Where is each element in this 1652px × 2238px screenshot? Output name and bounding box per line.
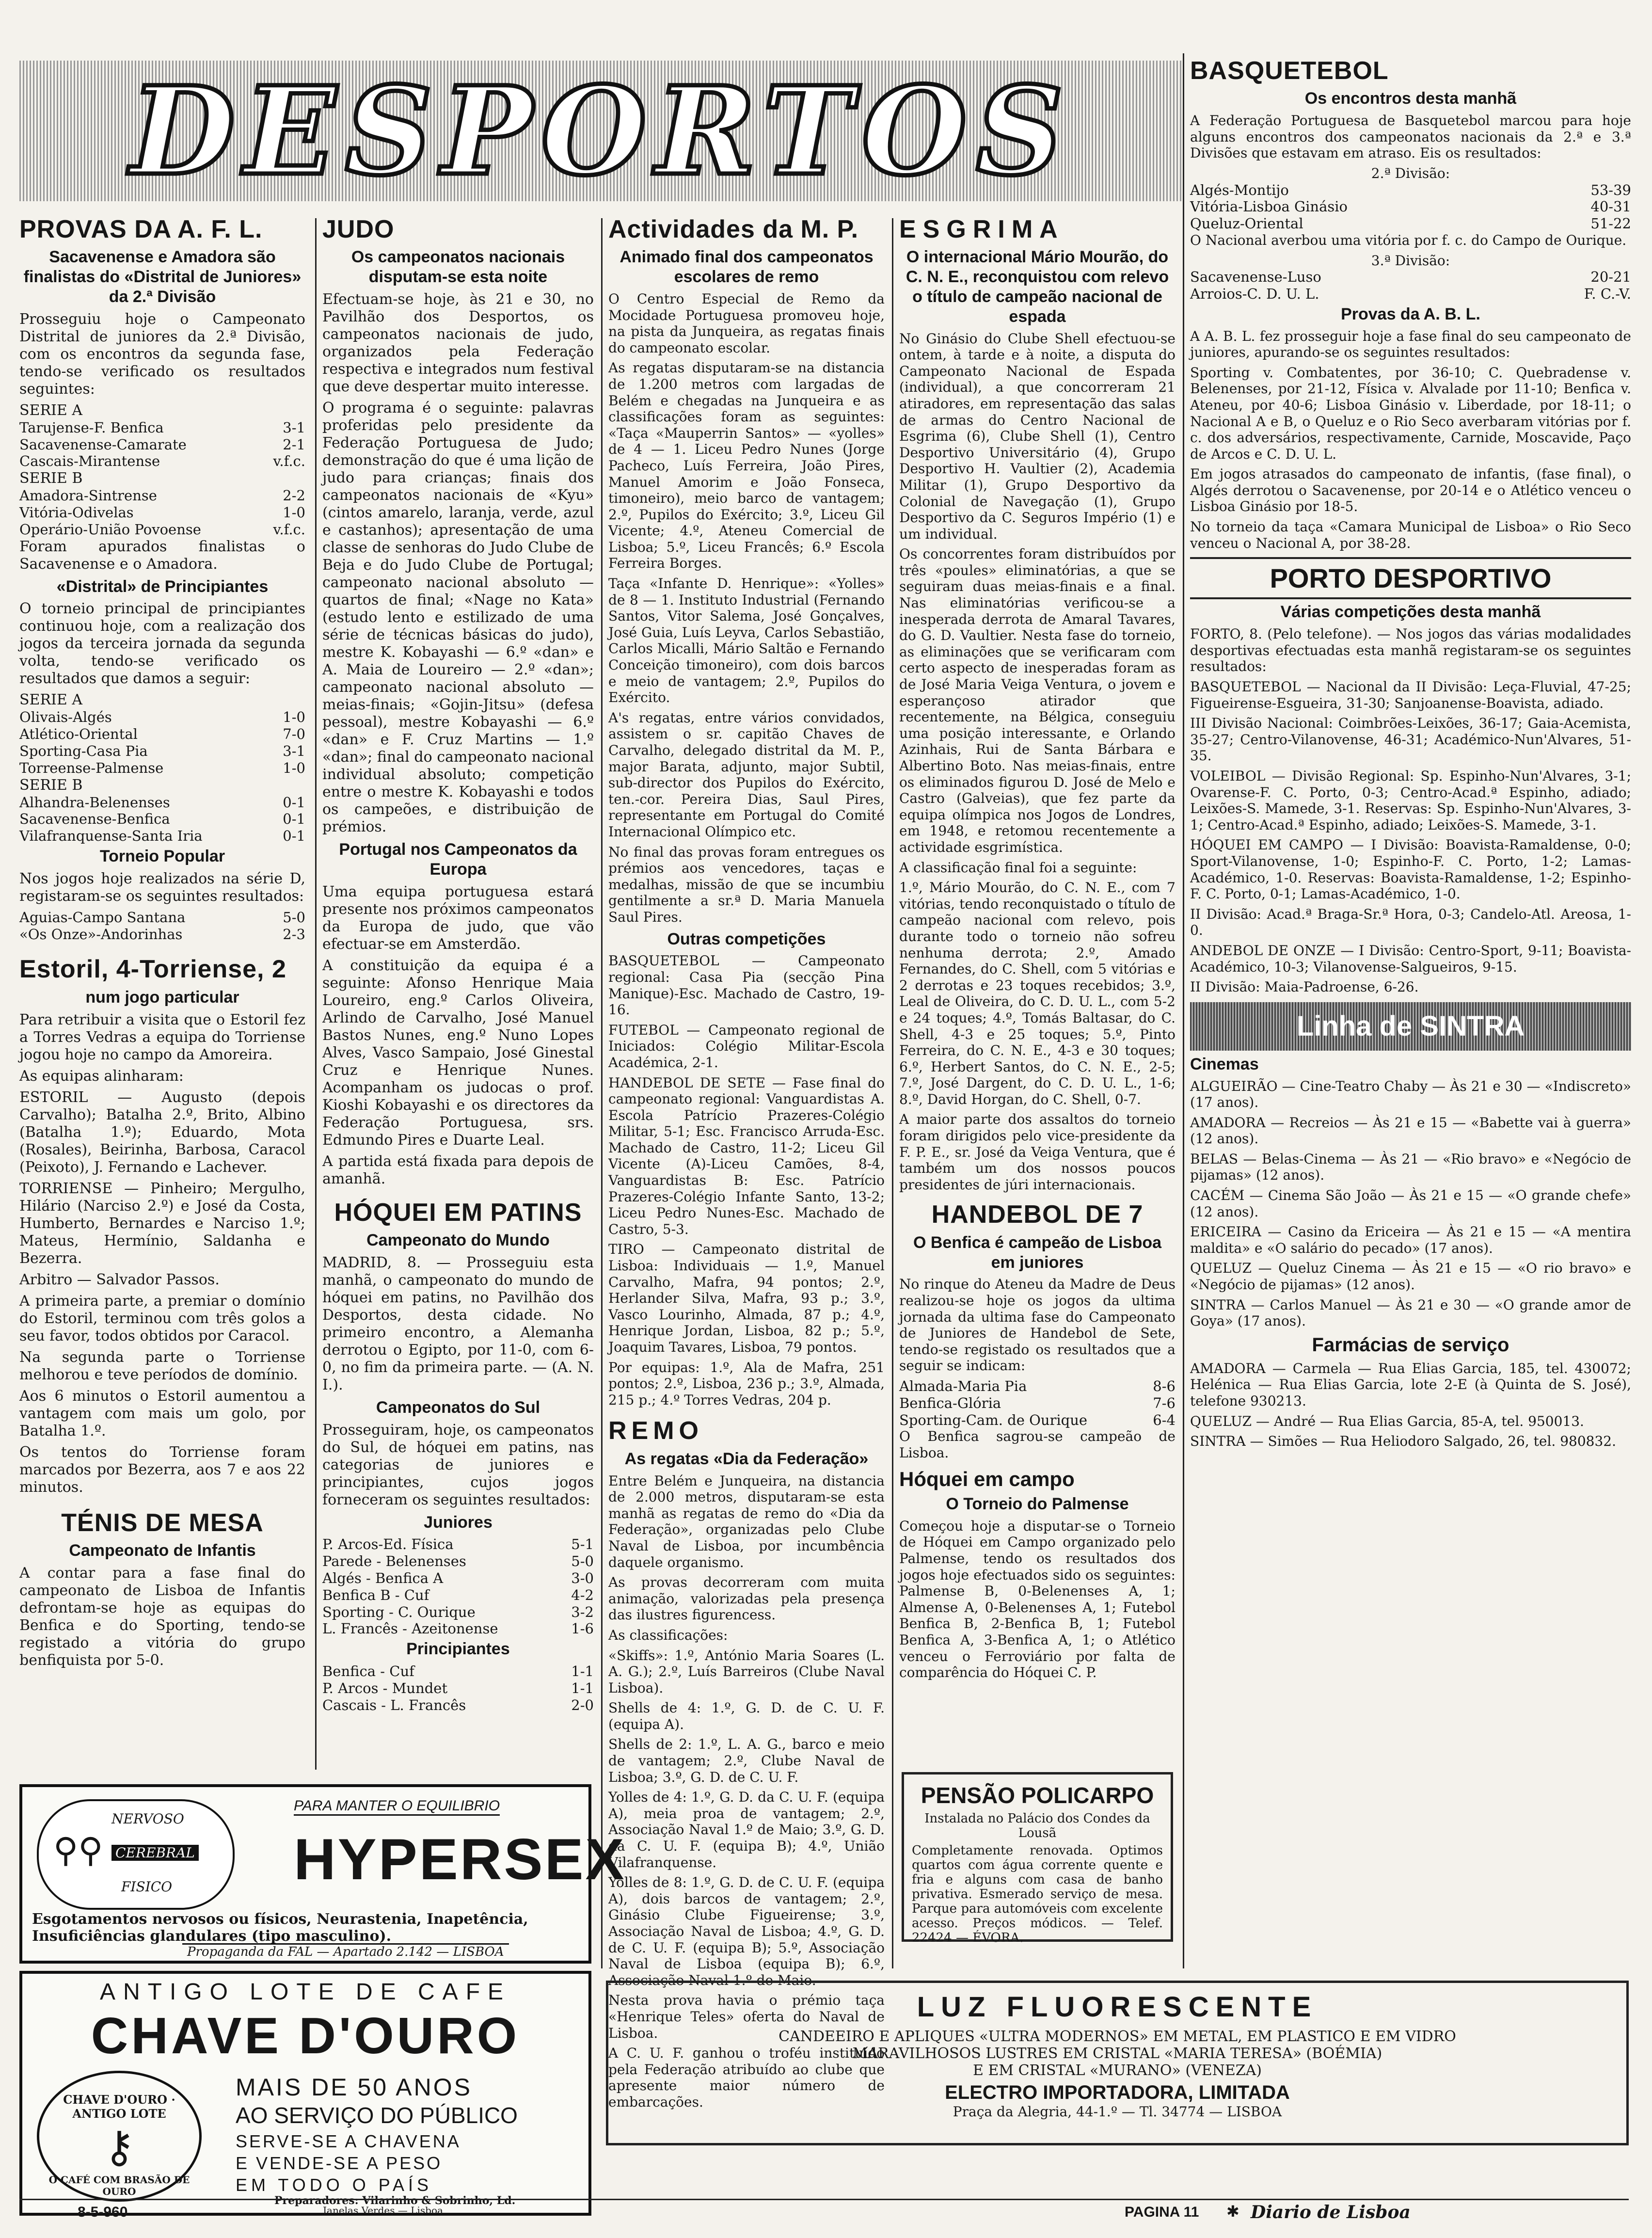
juniores-title: Juniores (424, 1513, 492, 1532)
result-row: Operário-União Povoense v.f.c. (19, 521, 305, 538)
estoril-paragraph: ESTORIL — Augusto (depois Carvalho); Batalha 2.º, Brito, Albino (Batalha 1.º); Eduardo, Mota (Rosales), Beirinha, Barbosa, Caracol (Peixoto), J. Fernando e Lachever. (19, 1088, 305, 1176)
remo-paragraph: Yolles de 4: 1.º, G. D. da C. U. F. (equipa A), meia proa de vantagem; 2.º, Associação Naval 1.º de Maio; 3.º, G. D. da C. U. F. (equipa B); 4.º, União Vilafranquense. (608, 1789, 885, 1870)
result-row: Sporting-Cam. de Ourique 6-4 (899, 1411, 1175, 1428)
result-row: P. Arcos-Ed. Física 5-1 (322, 1536, 594, 1553)
porto-paragraph: FORTO, 8. (Pelo telefone). — Nos jogos das várias modalidades desportivas efectuadas esta manhã registaram-se os seguintes resultados: (1190, 626, 1631, 675)
outras-item: TIRO — Campeonato distrital de Lisboa: Individuais — 1.º, Manuel Carvalho, Mafra, 94 pontos; 2.º, Herlander Silva, Mafra, 93 p.; 3.º, Vasco Lourinho, Almada, 87 p.; 4.º, Henrique Jordan, Lisboa, 82 p.; 5.º, Joaquim Tavares, Lisboa, 79 pontos. (608, 1241, 885, 1355)
result-row: P. Arcos - Mundet 1-1 (322, 1679, 594, 1696)
hoquei-patins-title: HÓQUEI EM PATINS (334, 1198, 582, 1227)
footer-paper: Diario de Lisboa (1251, 2202, 1411, 2222)
chave-line2: AO SERVIÇO DO PÚBLICO (236, 2103, 518, 2128)
chave-top: ANTIGO LOTE DE CAFE (99, 1979, 511, 2005)
farmacia-item: QUELUZ — André — Rua Elias Garcia, 85-A, tel. 950013. (1190, 1413, 1584, 1429)
porto-paragraph: II Divisão: Acad.ª Braga-Sr.ª Hora, 0-3; Candelo-Atl. Areosa, 1-0. (1190, 906, 1631, 939)
basquetebol-title: BASQUETEBOL (1190, 57, 1389, 85)
cinema-item: QUELUZ — Queluz Cinema — Às 21 e 15 — «O rio bravo» e «Negócio de pijamas» (12 anos). (1190, 1260, 1631, 1293)
principiantes-serie-a: SERIE A (19, 691, 82, 709)
porto-paragraph: III Divisão Nacional: Coimbrões-Leixões, 36-17; Gaia-Acemista, 35-27; Centro-Vilanovense, 46-31; Académico-Nun'Alvares, 51-35. (1190, 715, 1631, 764)
chave-brand: CHAVE D'OURO (91, 2007, 520, 2064)
esgrima-paragraph: No Ginásio do Clube Shell efectuou-se ontem, à tarde e à noite, a disputa do Campeonato Nacional de Espada (individual), a que concorreram 21 atiradores, em representação das salas de armas do Centro Nacional de Esgrima (6), Clube Shell (1), Centro Desportivo Universitário (4), Grupo Desportivo H. Vaultier (2), Academia Militar (1), Grupo Desportivo da Colonial de Navegação (1), Grupo Desportivo da C. Seguros Império (1) e um individual. (899, 330, 1175, 542)
result-row: Olivais-Algés 1-0 (19, 709, 305, 726)
remo-paragraph: Shells de 4: 1.º, G. D. de C. U. F. (equipa A). (608, 1700, 885, 1732)
judo-subtitle: Os campeonatos nacionais disputam-se esta noite (351, 248, 565, 287)
estoril-paragraph: Na segunda parte o Torriense melhorou e teve períodos de domínio. (19, 1348, 305, 1383)
result-row: «Os Onze»-Andorinhas 2-3 (19, 926, 305, 943)
pensao-ad (902, 1772, 1173, 1945)
handebol-title: HANDEBOL DE 7 (931, 1200, 1144, 1229)
outras-item: HANDEBOL DE SETE — Fase final do campeonato regional: Vanguardistas A. Escola Patrício Prazeres-Colégio Militar, 5-1; Esc. Francisco Arruda-Esc. Machado de Castro, 11-2; Liceu Gil Vicente (A)-Liceu Camões, 8-4, Vanguardistas B: Esc. Patrício Prazeres-Colégio Infante Santo, 13-2; Liceu Pedro Nunes-Esc. Machado de Castro, 5-3. (608, 1074, 885, 1237)
handebol-body: No rinque do Ateneu da Madre de Deus realizou-se hoje os jogos da ultima jornada da ultima fase do Campeonato de Juniores de Handebol de Sete, tendo-se registado os resultados que a seguir se indicam: (899, 1276, 1175, 1374)
chave-prep2: Janelas Verdes — Lisboa (323, 2205, 443, 2216)
estoril-paragraph: Para retribuir a visita que o Estoril fez a Torres Vedras a equipa do Torriense jogou hoje no campo da Amoreira. (19, 1011, 305, 1063)
result-row: Queluz-Oriental 51-22 (1190, 215, 1631, 232)
remo-paragraph: «Skiffs»: 1.º, António Maria Soares (L. A. G.); 2.º, Luís Barreiros (Clube Naval Lisboa). (608, 1647, 885, 1696)
column-4 (899, 208, 1175, 1685)
mp-paragraph: O Centro Especial de Remo da Mocidade Portuguesa promoveu hoje, na pista da Junqueira, as regatas finais do campeonato escolar. (608, 290, 885, 356)
porto-paragraph: ANDEBOL DE ONZE — I Divisão: Centro-Sport, 9-11; Boavista-Académico, 10-3; Vilanovense-Salgueiros, 9-15. (1190, 942, 1631, 975)
afl-results-a (19, 419, 305, 470)
pensao-title: PENSÃO POLICARPO (921, 1783, 1154, 1808)
div3-title: 3.ª Divisão: (1371, 252, 1450, 269)
result-row: Sporting - C. Ourique 3-2 (322, 1603, 594, 1620)
judo-paragraph: Efectuam-se hoje, às 21 e 30, no Pavilhão dos Desportos, os campeonatos nacionais de judo, organizados pela Federação respectiva e integrados num festival que deve despertar muito interesse. (322, 290, 594, 395)
remo-paragraph: A C. U. F. ganhou o troféu instituído pela Federação atribuído ao clube que apresente maior número de embarcações. (608, 2045, 885, 2110)
hoquei-campo-subtitle: O Torneio do Palmense (946, 1494, 1129, 1513)
remo-subtitle: As regatas «Dia da Federação» (624, 1449, 869, 1468)
esgrima-paragraph: Os concorrentes foram distribuídos por três «poules» eliminatórias, a que se seguiram duas meias-finais e a final. Nas eliminatórias verificou-se a inesperada derrota de Amaral Tavares, do G. D. Vaultier. Nesta fase do torneio, as eliminações que se verificaram com certo aspecto de inesperadas foram as de José Maria Veiga Ventura, o jovem e esperançoso atirador que recentemente, na Bélgica, conseguiu uma posição interessante, e Orlando Azinhais, Rui de Santa Bárbara e Albertino Boto. Nas meias-finais, entre os eliminados figurou D. José de Melo e Castro (Galveias), que fez parte da equipa olímpica nos Jogos de Londres, em 1948, e retomou recentemente a actividade esgrimística. (899, 546, 1175, 855)
sintra-banner: Linha de SINTRA (1190, 1002, 1631, 1051)
tenis-subtitle: Campeonato de Infantis (69, 1541, 256, 1560)
sul-title: Campeonatos do Sul (376, 1398, 540, 1417)
column-rule (892, 218, 893, 1968)
handebol-closing: O Benfica sagrou-se campeão de Lisboa. (899, 1428, 1175, 1461)
estoril-paragraph: TORRIENSE — Pinheiro; Mergulho, Hilário (Narciso 2.º) e José da Costa, Humberto, Bernardes e Narciso 1.º; Mateus, Hermínio, Saldanha e Bezerra. (19, 1180, 305, 1267)
estoril-subtitle: num jogo particular (85, 988, 239, 1007)
div2-title: 2.ª Divisão: (1371, 165, 1450, 181)
luz-address: Praça da Alegria, 44-1.º — Tl. 34774 — LISBOA (953, 2104, 1282, 2120)
luz-fluorescente-ad (606, 1981, 1629, 2145)
remo-paragraph: As classificações: (608, 1627, 728, 1643)
result-row: Benfica B - Cuf 4-2 (322, 1586, 594, 1603)
esgrima-paragraph: A maior parte dos assaltos do torneio foram dirigidos pelo vice-presidente da F. P. E., sr. José da Veiga Ventura, que é também um dos nossos poucos presidentes de júri internacionais. (899, 1111, 1175, 1193)
remo-title: REMO (608, 1417, 703, 1445)
porto-title: PORTO DESPORTIVO (1190, 557, 1631, 599)
luz-line2: MARAVILHOSOS LUSTRES EM CRISTAL «MARIA TERESA» (BOÉMIA) (852, 2045, 1382, 2062)
mp-paragraph: A's regatas, entre vários convidados, assistem o sr. capitão Chaves de Carvalho, delegado distrital da M. P., major Barata, adjunto, major Subtil, sub-director dos Pupilos do Exército, ten.-cor. Pereira Dias, Saul Pires, representante em Portugal do Comité Internacional Olímpico etc. (608, 709, 885, 840)
result-row: Sacavenense-Luso 20-21 (1190, 269, 1631, 286)
abl-title: Provas da A. B. L. (1341, 304, 1480, 323)
afl-body: Prosseguiu hoje o Campeonato Distrital de juniores da 2.ª Divisão, com os encontros da segunda fase, tendo-se verificado os resultados seguintes: (19, 310, 305, 398)
judo-title: JUDO (322, 215, 395, 243)
pensao-subtitle: Instalada no Palácio dos Condes da Lousã (924, 1811, 1150, 1840)
hypersex-label: CEREBRAL (111, 1845, 199, 1861)
porto-subtitle: Várias competições desta manhã (1280, 603, 1541, 622)
europa-paragraph: A constituição da equipa é a seguinte: Afonso Henrique Maia Loureiro, eng.º Carlos Oliveira, Arlindo de Carvalho, José Manuel Bastos Nunes, eng.º Nuno Lopes Alves, Vasco Sampaio, José Ginestal Cruz e Henrique Nunes. Acompanham os judocas o prof. Kioshi Kobayashi e os directores da Federação Portuguesa, srs. Edmundo Pires e Duarte Leal. (322, 957, 594, 1149)
esgrima-paragraph: 1.º, Mário Mourão, do C. N. E., com 7 vitórias, tendo reconquistado o título de campeão nacional com relevo, pois durante todo o torneio não sofreu nenhuma derrota; 2.º, Amado Fernandes, do C. Shell, com 5 vitórias e 2 derrotas e 23 toques recebidos; 3.º, Leal de Oliveira, do C. D. U. L., com 5-2 e 24 toques; 4.º, Tomás Baltasar, do C. Shell, 4-3 e 25 toques; 5.º, Pinto Ferreira, do C. N. E., 4-3 e 30 toques; 6.º, Herbert Santos, do C. N. E., 2-5; 7.º, José Dargent, do C. D. U. L., 1-6; 8.º, David Horgan, do C. Shell, 0-7. (899, 879, 1175, 1107)
result-row: Algés-Montijo 53-39 (1190, 181, 1631, 198)
esgrima-subtitle: O internacional Mário Mourão, do C. N. E., reconquistou com relevo o título de campeão nacional de espada (905, 248, 1169, 326)
cinema-item: BELAS — Belas-Cinema — Às 21 — «Rio bravo» e «Negócio de pijamas» (12 anos). (1190, 1151, 1631, 1183)
europa-title: Portugal nos Campeonatos da Europa (339, 840, 577, 879)
estoril-paragraph: Os tentos do Torriense foram marcados por Bezerra, aos 7 e aos 22 minutos. (19, 1443, 305, 1496)
tenis-title: TÉNIS DE MESA (61, 1508, 264, 1537)
luz-line3: E EM CRISTAL «MURANO» (VENEZA) (972, 2062, 1262, 2079)
principiantes-patins-title: Principiantes (406, 1640, 510, 1659)
chave-line3: SERVE-SE A CHAVENA (236, 2131, 461, 2151)
figures-icon: ⚲⚲ (53, 1830, 103, 1870)
cinema-item: CACÉM — Cinema São João — Às 21 e 15 — «O grande chefe» (12 anos). (1190, 1187, 1631, 1220)
cinema-item: ERICEIRA — Casino da Ericeira — Às 21 e 15 — «A mentira maldita» e «O salário do pecado» (17 anos). (1190, 1224, 1631, 1256)
column-5 (1190, 56, 1631, 1454)
column-rule (315, 218, 317, 1770)
result-row: Sporting-Casa Pia 3-1 (19, 742, 305, 759)
principiantes-body: O torneio principal de principiantes continuou hoje, com a realização dos jogos da terceira jornada da segunda volta, tendo-se verificado os resultados que damos a seguir: (19, 600, 305, 687)
remo-paragraph: Nesta prova havia o prémio taça «Henrique Teles» oferta do Naval de Lisboa. (608, 1992, 885, 2041)
mp-paragraph: As regatas disputaram-se na distancia de 1.200 metros com largadas de Belém e chegadas na Junqueira e as classificações foram as seguintes: «Taça «Mauperrin Santos» — «yolles» de 4 — 1. Liceu Pedro Nunes (Jorge Pacheco, Luís Ferreira, João Pires, Manuel Amorim e João Fonseca, timoneiro), meio barco de vantagem; 2.º, Pupilos do Exército; 3.º, Liceu Gil Vicente; 4.º, Ateneu Comercial de Lisboa; 5.º, Liceu Francês; 6.º Escola Ferreira Borges. (608, 360, 885, 572)
masthead-title: DESPORTOS (130, 60, 1072, 202)
esgrima-paragraph: A classificação final foi a seguinte: (899, 859, 1137, 876)
chave-line4: E VENDE-SE A PESO (236, 2153, 443, 2173)
esgrima-title: ESGRIMA (899, 215, 1064, 243)
column-3 (608, 208, 885, 2114)
hoquei-campo-body: Começou hoje a disputar-se o Torneio de Hóquei em Campo organizado pelo Palmense, tendo os resultados dos jogos hoje efectuados sido os seguintes: Palmense B, 0-Belenenses A, 1; Almense A, 0-Belenenses A, 1; Futebol Benfica B, 2-Benfica B, 1; Futebol Benfica A, 3-Benfica A, 1; o Atlético venceu o Ferroviário por falta de comparência do Hóquei C. P. (899, 1518, 1175, 1681)
estoril-paragraph: A primeira parte, a premiar o domínio do Estoril, terminou com três golos a seu favor, todos obtidos por Caracol. (19, 1292, 305, 1344)
handebol-subtitle: O Benfica é campeão de Lisboa em juniores (913, 1233, 1162, 1272)
luz-title: LUZ FLUORESCENTE (917, 1991, 1318, 2023)
column-2 (322, 208, 594, 1713)
hypersex-slogan: PARA MANTER O EQUILIBRIO (294, 1798, 500, 1816)
hoquei-campo-title: Hóquei em campo (899, 1467, 1075, 1490)
estoril-paragraph: As equipas alinharam: (19, 1067, 184, 1085)
basquetebol-body: A Federação Portuguesa de Basquetebol marcou para hoje alguns encontros dos campeonatos nacionais da 2.ª e 3.ª Divisões que estavam em atraso. Eis os resultados: (1190, 112, 1631, 161)
popular-title: Torneio Popular (99, 847, 225, 865)
masthead-banner (19, 61, 1183, 201)
sul-body: Prosseguiram, hoje, os campeonatos do Sul, de hóquei em patins, nas categorias de juniores e principiantes, cujos jogos forneceram os seguintes resultados: (322, 1421, 594, 1508)
porto-paragraph: BASQUETEBOL — Nacional da II Divisão: Leça-Fluvial, 47-25; Figueirense-Esgueira, 31-30; Sanjoanense-Boavista, adiado. (1190, 679, 1631, 711)
result-row: Cascais - L. Francês 2-0 (322, 1696, 594, 1713)
column-1 (19, 208, 305, 1673)
abl-paragraph: No torneio da taça «Camara Municipal de Lisboa» o Rio Seco venceu o Nacional A, por 38-28. (1190, 519, 1631, 551)
result-row: Benfica - Cuf 1-1 (322, 1663, 594, 1679)
porto-paragraph: HÓQUEI EM CAMPO — I Divisão: Boavista-Ramaldense, 0-0; Sport-Vilanovense, 1-0; Espinho-F. C. Porto, 1-2; Lamas-Académico, 1-0. Reservas: Boavista-Ramaldense, 1-2; Espinho-F. C. Porto, 0-1; Lamas-Académico, 1-0. (1190, 837, 1631, 902)
estoril-paragraph: Arbitro — Salvador Passos. (19, 1271, 220, 1288)
tenis-body: A contar para a fase final do campeonato de Lisboa de Infantis defrontam-se hoje as equipas do Benfica e do Sporting, tendo-se registado a vitória do grupo benfiquista por 5-0. (19, 1564, 305, 1669)
result-row: Sacavenense-Benfica 0-1 (19, 811, 305, 828)
chave-douro-ad (19, 1971, 591, 2216)
result-row: Algés - Benfica A 3-0 (322, 1569, 594, 1586)
column-rule (601, 218, 603, 1968)
hypersex-footer: Propaganda da FAL — Apartado 2.142 — LISBOA (182, 1943, 509, 1959)
abl-paragraph: Em jogos atrasados do campeonato de infantis, (fase final), o Algés derrotou o Sacavenense, por 20-14 e o Atlético venceu o Lisboa Ginásio por 18-5. (1190, 466, 1631, 515)
afl-results-b (19, 487, 305, 538)
afl-title: PROVAS DA A. F. L. (19, 215, 263, 243)
result-row: Vitória-Lisboa Ginásio 40-31 (1190, 198, 1631, 215)
hypersex-ad (19, 1784, 626, 1964)
result-row: Vilafranquense-Santa Iria 0-1 (19, 828, 305, 845)
outras-item: BASQUETEBOL — Campeonato regional: Casa Pia (secção Pina Manique)-Esc. Machado de Castro, 19-16. (608, 953, 885, 1018)
outras-item: FUTEBOL — Campeonato regional de Iniciados: Colégio Militar-Escola Académica, 2-1. (608, 1022, 885, 1071)
mp-paragraph: No final das provas foram entregues os prémios aos vencedores, taças e medalhas, missão de que se incumbiu gentilmente a sr.ª D. Maria Manuela Saul Pires. (608, 844, 885, 925)
hypersex-label: FISICO (121, 1879, 173, 1895)
hypersex-emblem (37, 1799, 235, 1910)
result-row: Almada-Maria Pia 8-6 (899, 1378, 1175, 1394)
column-rule (1183, 53, 1184, 1968)
result-row: Amadora-Sintrense 2-2 (19, 487, 305, 504)
key-icon: ⚷ (103, 2122, 135, 2173)
chave-prep: Preparadores: Vilarinho & Sobrinho, Ld. (274, 2194, 516, 2207)
cinema-item: SINTRA — Carlos Manuel — Às 21 e 30 — «O grande amor de Goya» (17 anos). (1190, 1296, 1631, 1329)
remo-paragraph: Shells de 2: 1.º, L. A. G., barco e meio de vantagem; 2.º, Clube Naval de Lisboa; 3.º, G. D. de C. U. F. (608, 1736, 885, 1785)
seal-bottom: O CAFÉ COM BRASÃO DE OURO (48, 2174, 190, 2197)
luz-line1: CANDEEIRO E APLIQUES «ULTRA MODERNOS» EM METAL, EM PLASTICO E EM VIDRO (778, 2028, 1456, 2045)
europa-paragraph: A partida está fixada para depois de amanhã. (322, 1152, 594, 1187)
pensao-body: Completamente renovada. Optimos quartos com água corrente quente e fria e alguns com casa de banho privativa. Esmerado serviço de mesa. Parque para automóveis com excelente acesso. Preços módicos. — Telef. 22424 — ÉVORA. (912, 1843, 1163, 1945)
remo-paragraph: Entre Belém e Junqueira, na distancia de 2.000 metros, disputaram-se esta manhã as regatas de remo do «Dia da Federação», organizadas pelo Clube Naval de Lisboa, por incumbência daquele organismo. (608, 1472, 885, 1570)
mp-title: Actividades da M. P. (608, 215, 859, 243)
result-row: Sacavenense-Camarate 2-1 (19, 436, 305, 453)
hypersex-brand: HYPERSEX (294, 1827, 626, 1892)
mp-paragraph: Taça «Infante D. Henrique»: «Yolles» de 8 — 1. Instituto Industrial (Fernando Santos, Vitor Salema, José Gonçalves, José Guia, Luís Leyva, Carlos Sebastião, Carlos Micalli, Mário Saltão e Fernando Conceição timoneiro), com dois barcos e meio de vantagem; 2.º, Pupilos do Exército. (608, 575, 885, 706)
remo-paragraph: As provas decorreram com muita animação, valorizadas pela presença das ilustres figurencess. (608, 1574, 885, 1623)
result-row: Atlético-Oriental 7-0 (19, 726, 305, 743)
cinemas-title: Cinemas (1190, 1055, 1259, 1073)
outras-title: Outras competições (667, 929, 826, 948)
footer-page: PAGINA 11 (1125, 2204, 1199, 2220)
result-row: Aguias-Campo Santana 5-0 (19, 909, 305, 926)
result-row: Benfica-Glória 7-6 (899, 1394, 1175, 1411)
footer-date: 8-5-960 (78, 2204, 128, 2220)
europa-paragraph: Uma equipa portuguesa estará presente nos próximos campeonatos da Europa de judo, que vão efectuar-se em Amsterdão. (322, 883, 594, 953)
result-row: Arroios-C. D. U. L. F. C.-V. (1190, 285, 1631, 302)
popular-body: Nos jogos hoje realizados na série D, registaram-se os seguintes resultados: (19, 870, 305, 905)
hoquei-patins-body: MADRID, 8. — Prosseguiu esta manhã, o campeonato do mundo de hóquei em patins, no Pavilhão dos Desportos, desta cidade. No primeiro encontro, a Alemanha derrotou o Egipto, por 11-0, com 6-0, no fim da primeira parte. — (A. N. I.). (322, 1254, 594, 1393)
judo-paragraph: O programa é o seguinte: palavras proferidas pelo presidente da Federação Portuguesa de Judo; demonstração do que é uma lição de judo para crianças; finais dos campeonatos nacionais de «Kyu» (cintos amarelo, laranja, verde, azul e castanhos); apresentação de uma classe de senhoras do Judo Clube de Beja e do Judo Clube de Portugal; campeonato nacional absoluto — quartos de final; «Nage no Kata» (estudo lento e estilizado de uma série de técnicas básicas do judo), mestre K. Kobayashi — 6.º «dan» e A. Maia de Loureiro — 2.º «dan»; campeonato nacional absoluto — meias-finais; «Gojin-Jitsu» (defesa pessoal), mestre Kobayashi — 6.º «dan» e F. Cruz Martins — 1.º «dan»; final do campeonato nacional individual absoluto; competição entre o mestre K. Kobayashi e todos os campeões, e distribuição de prémios. (322, 399, 594, 835)
estoril-paragraph: Aos 6 minutos o Estoril aumentou a vantagem com mais um golo, por Batalha 1.º. (19, 1387, 305, 1439)
chave-line1: MAIS DE 50 ANOS (236, 2074, 472, 2101)
porto-paragraph: VOLEIBOL — Divisão Regional: Sp. Espinho-Nun'Alvares, 3-1; Ovarense-F. C. Porto, 0-3; Centro-Acad.ª Espinho, adiado; Leixões-S. Mamede, 3-1. Reservas: Sp. Espinho-Nun'Alvares, 3-1; Centro-Acad.ª Espinho, adiado; Leixões-S. Mamede, 3-1. (1190, 767, 1631, 833)
principiantes-title: «Distrital» de Principiantes (56, 577, 269, 596)
outras-item: Por equipas: 1.º, Ala de Mafra, 251 pontos; 2.º, Lisboa, 236 p.; 3.º, Almada, 215 p.; 4.º Torres Vedras, 204 p. (608, 1359, 885, 1408)
farmacias-title: Farmácias de serviço (1312, 1334, 1509, 1356)
principiantes-serie-b: SERIE B (19, 776, 83, 794)
abl-paragraph: A A. B. L. fez prosseguir hoje a fase final do seu campeonato de juniores, apurando-se os seguintes resultados: (1190, 328, 1631, 361)
afl-subtitle: Sacavenense e Amadora são finalistas do «Distrital de Juniores» da 2.ª Divisão (23, 248, 302, 306)
afl-serie-b: SERIE B (19, 470, 83, 487)
result-row: Cascais-Mirantense v.f.c. (19, 453, 305, 470)
luz-company: ELECTRO IMPORTADORA, LIMITADA (945, 2082, 1290, 2103)
farmacia-item: AMADORA — Carmela — Rua Elias Garcia, 185, tel. 430072; Helénica — Rua Elias Garcia, lote 2-E (à Quinta de S. José), telefone 930213. (1190, 1360, 1631, 1409)
porto-paragraph: II Divisão: Maia-Padroense, 6-26. (1190, 979, 1419, 995)
result-row: L. Francês - Azeitonense 1-6 (322, 1620, 594, 1637)
basquetebol-subtitle: Os encontros desta manhã (1304, 89, 1517, 108)
estoril-title: Estoril, 4-Torriense, 2 (19, 955, 286, 984)
chave-seal (37, 2071, 202, 2202)
seal-text: CHAVE D'OURO · ANTIGO LOTE (63, 2093, 175, 2121)
farmacia-item: SINTRA — Simões — Rua Heliodoro Salgado, 26, tel. 980832. (1190, 1433, 1617, 1450)
footer-star-icon: ✱ (1226, 2203, 1239, 2220)
result-row: Torreense-Palmense 1-0 (19, 759, 305, 776)
page-footer (19, 2199, 1629, 2224)
hypersex-label: NERVOSO (111, 1811, 184, 1827)
result-row: Alhandra-Belenenses 0-1 (19, 794, 305, 811)
cinema-item: ALGUEIRÃO — Cine-Teatro Chaby — Às 21 e 30 — «Indiscreto» (17 anos). (1190, 1078, 1631, 1111)
chave-line5: EM TODO O PAÍS (236, 2175, 433, 2195)
abl-paragraph: Sporting v. Combatentes, por 36-10; C. Quebradense v. Belenenses, por 21-12, Física v. Alvalade por 11-10; Benfica v. Ateneu, por 40-6; Lisboa Ginásio v. Liberdade, por 18-11; o Nacional A e B, o Queluz e o Rio Seco averbaram vitórias por f. c. dos adversários, respectivamente, Carnide, Moscavide, Paço de Arcos e C. D. U. L. (1190, 364, 1631, 462)
result-row: Parede - Belenenses 5-0 (322, 1553, 594, 1570)
result-row: Vitória-Odivelas 1-0 (19, 504, 305, 521)
remo-paragraph: Yolles de 8: 1.º, G. D. de C. U. F. (equipa A), dois barcos de vantagem; 2.º, Ginásio Clube Figueirense; 3.º, Associação Naval de Lisboa; 4.º, G. D. de C. U. F. (equipa B); 5.º, Associação Naval de Lisboa (equipa B); 6.º, Associação Naval 1.º de Maio. (608, 1874, 885, 1988)
cinema-item: AMADORA — Recreios — Às 21 e 15 — «Babette vai à guerra» (12 anos). (1190, 1114, 1631, 1147)
result-row: Tarujense-F. Benfica 3-1 (19, 419, 305, 436)
hoquei-patins-subtitle: Campeonato do Mundo (366, 1231, 550, 1249)
mp-subtitle: Animado final dos campeonatos escolares de remo (620, 248, 874, 287)
hypersex-desc: Esgotamentos nervosos ou físicos, Neurastenia, Inapetência, Insuficiências glandulares (tipo masculino). (32, 1911, 528, 1945)
div2-closing: O Nacional averbou uma vitória por f. c. do Campo de Ourique. (1190, 232, 1627, 248)
afl-serie-a: SERIE A (19, 401, 82, 419)
afl-closing: Foram apurados finalistas o Sacavenense e o Amadora. (19, 538, 305, 573)
